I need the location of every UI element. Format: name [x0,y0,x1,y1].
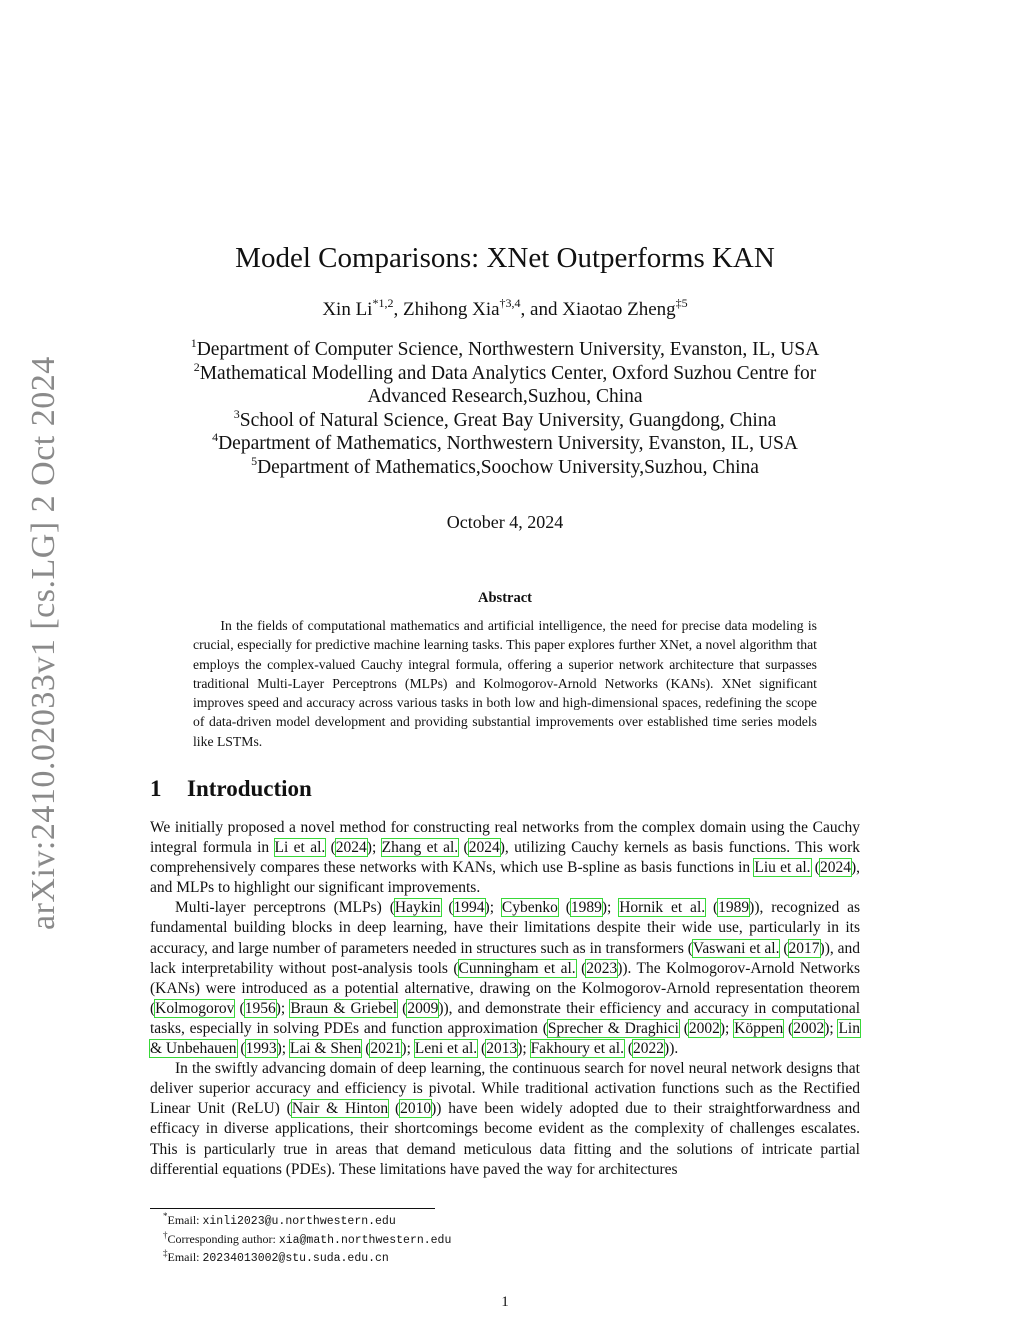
footnote-label: Email: [167,1213,203,1227]
paragraph-text: )), and lack interpretability without post-analysis tools ( [150,939,860,977]
affiliation-number: 4 [212,430,219,444]
paragraph-text: ); [601,899,620,917]
paragraph-text: Multi-layer perceptrons (MLPs) ( [175,899,395,917]
citation-link[interactable]: 1994 [453,899,485,917]
paragraph [150,1059,860,1180]
affiliation [170,453,840,480]
footnote [163,1231,451,1250]
affiliation [170,432,840,456]
footnote-label: Email: [167,1250,203,1264]
footnote [163,1249,451,1268]
citation-link[interactable]: Leni et al. [414,1040,478,1058]
author-marks: *1,2 [372,296,394,310]
footnote-mark: † [163,1229,168,1240]
paragraph-text: ( [575,959,587,977]
citation-link[interactable]: Li et al. [274,839,326,857]
paragraph-text: ( [779,939,789,957]
section-title: Introduction [187,776,312,801]
author-separator: , and [520,299,563,320]
author-list [0,297,1010,323]
citation-link[interactable]: Sprecher & Draghici [547,1019,679,1037]
paragraph-text: ); [275,999,291,1017]
paper-title: Model Comparisons: XNet Outperforms KAN [235,242,775,274]
paragraph-text: ); [719,1019,735,1037]
paragraph [150,818,860,898]
page-number: 1 [501,1294,509,1310]
citation-link[interactable]: 2002 [688,1019,720,1037]
citation-link[interactable]: Lai & Shen [289,1040,362,1058]
paragraph-text: ); [401,1040,415,1058]
citation-link[interactable]: Kolmogorov [155,999,235,1017]
footnotes [163,1212,451,1268]
abstract-heading: Abstract [478,590,532,606]
paragraph-text: )). [664,1040,679,1058]
email-link[interactable]: xia@math.northwestern.edu [278,1233,452,1247]
affiliation-number: 1 [190,336,197,350]
affiliation-text: Mathematical Modelling and Data Analytics Center, Oxford Suzhou Centre for Advanced Research,Suzhou, China [199,362,817,407]
paragraph-text: ( [623,1040,634,1058]
paragraph-text: ); [276,1040,290,1058]
paragraph-text: )), recognized as fundamental building blocks in deep learning, have their limitations despite their wide use, particularly in its accuracy, and large number of parameters needed in structures such as in transformers ( [150,899,860,957]
citation-link[interactable]: Braun & Griebel [290,999,398,1017]
author-separator: , [393,299,403,320]
citation-link[interactable]: 2002 [793,1019,825,1037]
citation-link[interactable]: Zhang et al. [381,839,459,857]
citation-link[interactable]: 2024 [468,839,500,857]
affiliation-text: Department of Computer Science, Northwestern University, Evanston, IL, USA [196,339,820,360]
paragraph-text: ); [366,839,382,857]
email-link[interactable]: xinli2023@u.northwestern.edu [202,1215,396,1228]
paragraph-text: ( [234,999,245,1017]
citation-link[interactable]: 2017 [788,939,820,957]
citation-link[interactable]: 1989 [718,899,750,917]
paragraph-text: ); [484,899,502,917]
paragraph-text: ( [440,899,454,917]
citation-link[interactable]: Vaswani et al. [692,939,780,957]
citation-link[interactable]: 2024 [335,839,367,857]
author-name: Xin Li [322,299,373,320]
citation-link[interactable]: 2024 [819,859,851,877]
affiliation-text: School of Natural Science, Great Bay University, Guangdong, China [239,409,777,431]
footnote-label: Corresponding author: [167,1231,279,1246]
citation-link[interactable]: 2021 [370,1040,402,1058]
paragraph-text: We initially proposed a novel method for constructing real networks from the complex domain using the Cauchy integral formula in [150,819,860,857]
citation-link[interactable]: Nair & Hinton [291,1100,389,1118]
citation-link[interactable]: Fakhoury et al. [530,1040,624,1058]
citation-link[interactable]: Lin & Unbehauen [150,1019,860,1058]
paragraph-text: ); [517,1040,531,1058]
paragraph-text: )). The Kolmogorov-Arnold Networks (KANs) were introduced as a potential alternative, drawing on the Kolmogorov-Arnold representation theorem ( [150,959,861,1017]
section-number: 1 [150,776,162,801]
paragraph-text: ( [325,839,336,857]
citation-link[interactable]: Cunningham et al. [458,959,576,977]
paragraph-text: )), and demonstrate their efficiency and accuracy in computational tasks, especially in solving PDEs and function approximation ( [150,999,861,1037]
paragraph-text: ( [361,1040,371,1058]
citation-link[interactable]: 2009 [407,999,439,1017]
author-name: Zhihong Xia [402,299,500,320]
affiliation [170,359,840,409]
author-marks: †3,4 [499,296,521,310]
body-text [150,818,860,1180]
affiliation [170,406,840,433]
paragraph-text: ( [705,899,719,917]
citation-link[interactable]: Cybenko [501,899,558,917]
citation-link[interactable]: 1993 [245,1040,277,1058]
affiliation-number: 3 [233,406,240,421]
paragraph-text: ); [824,1019,839,1037]
author-name: Xiaotao Zheng [562,299,676,320]
footnote [163,1212,451,1231]
paragraph [150,898,860,1059]
paragraph-text: ( [388,1100,401,1118]
paragraph-text: ( [783,1019,794,1037]
citation-link[interactable]: Haykin [394,899,441,917]
citation-link[interactable]: Liu et al. [754,859,811,877]
citation-link[interactable]: 2023 [586,959,618,977]
citation-link[interactable]: 2010 [400,1100,432,1118]
paragraph-text: ( [810,859,820,877]
footnote-mark: * [163,1211,168,1221]
citation-link[interactable]: Köppen [734,1019,784,1037]
citation-link[interactable]: 2013 [486,1040,518,1058]
affiliation-list [170,338,840,479]
affiliation-number: 5 [251,453,258,468]
author-marks: ‡5 [675,296,688,310]
affiliation-number: 2 [193,359,200,374]
paragraph-text: ( [397,999,408,1017]
citation-link[interactable]: Hornik et al. [619,899,706,917]
publication-date: October 4, 2024 [446,512,564,532]
citation-link[interactable]: 1956 [244,999,276,1017]
affiliation [170,338,840,362]
paragraph-text: ( [458,839,469,857]
paragraph-text: ( [236,1040,246,1058]
affiliation-text: Department of Mathematics,Soochow University,Suzhou, China [257,456,759,478]
paragraph-text: ( [477,1040,487,1058]
footnote-mark: ‡ [163,1248,168,1258]
affiliation-text: Department of Mathematics, Northwestern University, Evanston, IL, USA [218,433,798,454]
paragraph-text: In the swiftly advancing domain of deep learning, the continuous search for novel neural network designs that deliver superior accuracy and efficiency is pivotal. While traditional activation functions such as the Rectified Linear Unit (ReLU) ( [150,1060,860,1118]
citation-link[interactable]: 1989 [570,899,602,917]
paragraph-text: ( [557,899,571,917]
section-heading [150,776,312,802]
paragraph-text: ), utilizing Cauchy kernels as basis functions. This work comprehensively compares these networks with KANs, which use B-spline as basis functions in [150,839,860,877]
paragraph-text: )) have been widely adopted due to their straightforwardness and efficacy in diverse applications, their shortcomings become evident as the complexity of challenges escalates. This is particularly true in areas that demand meticulous data fitting and the solutions of intricate partial differential equations (PDEs). These limitations have paved the way for architectures [150,1100,861,1178]
abstract-text: In the fields of computational mathematics and artificial intelligence, the need for precise data modeling is crucial, especially for predictive machine learning tasks. This paper explores further XNet, a novel algorithm that employs the complex-valued Cauchy integral formula, offering a superior network architecture that surpasses traditional Multi-Layer Perceptrons (MLPs) and Kolmogorov-Arnold Networks (KANs). XNet significant improves speed and accuracy across various tasks in both low and high-dimensional spaces, redefining the scope of data-driven model development and providing substantial improvements over established time series models like LSTMs. [193,618,817,749]
citation-link[interactable]: 2022 [633,1040,665,1058]
paragraph-text: ( [678,1019,689,1037]
email-link[interactable]: 20234013002@stu.suda.edu.cn [202,1252,389,1265]
paragraph-text: ), and MLPs to highlight our significant improvements. [150,859,860,897]
arxiv-stamp[interactable]: arXiv:2410.02033v1 [cs.LG] 2 Oct 2024 [25,356,62,930]
footnote-rule [150,1208,435,1209]
